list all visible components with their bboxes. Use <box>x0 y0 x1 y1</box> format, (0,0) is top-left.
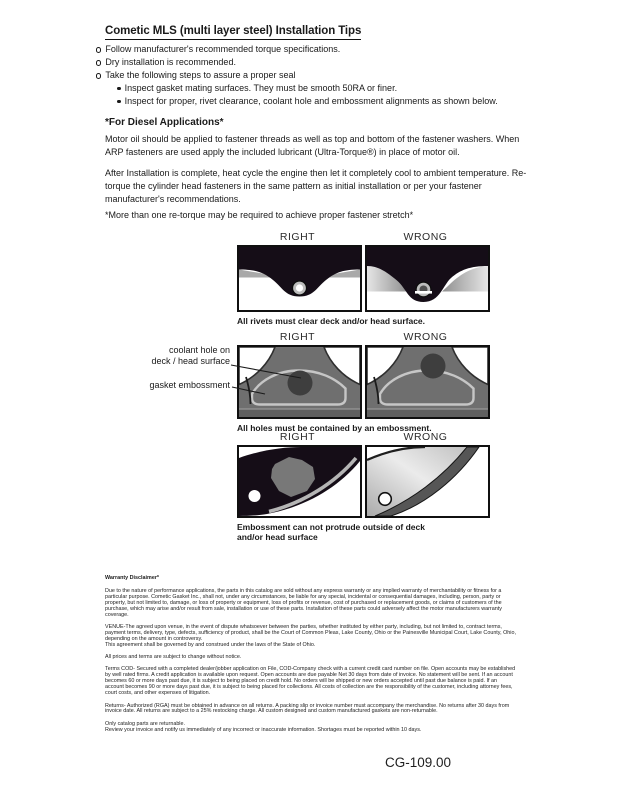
wrong-label: WRONG <box>403 231 448 243</box>
invoice-review-line: Review your invoice and notify us immediately of any incorrect or inaccurate information. Shortages must be reported within 10 days. <box>105 726 422 733</box>
gasket-embossment-label: gasket embossment <box>149 380 230 390</box>
coolant-label-line2: deck / head surface <box>151 355 230 366</box>
tip-text: Inspect for proper, rivet clearance, coolant hole and embossment alignments as shown below. <box>124 96 498 106</box>
terms-cod-paragraph: Terms COD- Secured with a completed dealer/jobber application on File, COD-Company check with a current credit card number on file. Open accounts may be established by well rated firms. A credit application is available upon request. Open accounts are due payable Net 30 days from date of invoice. No statement will be sent. If an account becomes 60 or more days past due, it is subject to being placed on credit hold. No orders will be shipped or new orders accepted until past due balance is paid. If an account becomes 90 or more days past due, it is subject to being placed for collections. All costs of collection are the responsibility of the customer, including attorney fees, court costs, and other expenses of litigation. <box>105 666 516 697</box>
protrusion-right-diagram <box>237 445 362 518</box>
tip-text: Dry installation is recommended. <box>105 57 236 67</box>
motor-oil-paragraph: Motor oil should be applied to fastener threads as well as top and bottom of the fastener washers. When ARP fasteners are used apply the included lubricant (Ultra-Torque®) in place of motor oil. <box>105 134 520 157</box>
circle-bullet-icon <box>96 47 101 52</box>
list-item <box>96 43 556 56</box>
document-code: CG-109.00 <box>385 755 452 770</box>
hole-wrong-diagram <box>365 345 490 419</box>
protrusion-wrong-diagram <box>365 445 490 518</box>
right-label: RIGHT <box>279 431 316 443</box>
prices-terms-line: All prices and terms are subject to change without notice. <box>105 654 242 661</box>
embossment-inside-deck-illustration <box>239 447 360 516</box>
venue-paragraph: VENUE-The agreed upon venue, in the event of dispute whatsoever between the parties, whether instituted by either party, including, but not limited to, contract terms, payment terms, delivery, type, defects, sufficiency of product, shall be the Court of Common Pleas, Lake County, Ohio or the Painesville Municipal Court, Lake County, Ohio, depending on the amount in controversy. <box>105 623 516 642</box>
diagram-pair-rivets <box>237 231 486 326</box>
wrong-label: WRONG <box>403 331 448 343</box>
diesel-applications-heading: *For Diesel Applications* <box>105 117 224 128</box>
list-item <box>117 82 556 95</box>
hole-caption: All holes must be contained by an embossment. <box>237 422 432 433</box>
right-label: RIGHT <box>279 231 316 243</box>
governing-law-line: This agreement shall be governed by and construed under the laws of the State of Ohio. <box>105 641 316 648</box>
list-item <box>96 56 556 69</box>
dot-bullet-icon <box>117 87 121 91</box>
hole-outside-embossment-illustration <box>367 347 488 417</box>
warranty-paragraph: Due to the nature of performance applications, the parts in this catalog are sold without any express warranty or any implied warranty of merchantability or fitness for a particular purpose. Cometic Gasket Inc., shall not, under any circumstances, be liable for any special, incidental or consequential damages, including, person, party or property, but not limited to, damage, or loss of property or equipment, loss of profits or revenue, cost of purchased or replacement goods, or claims of customers of the purchase, which may arise and/or result from sale, installation or use of these parts. Installation of these parts could adversely affect the motor manufacturers warranty coverage. <box>105 587 502 618</box>
pair-boxes <box>237 245 486 312</box>
diagram-pair-protrusion <box>237 431 486 543</box>
dot-bullet-icon <box>117 100 121 104</box>
returns-paragraph: Returns- Authorized (RGA) must be obtained in advance on all returns. A packing slip or invoice number must accompany the merchandise. No returns after 30 days from invoice date. All returns are subject to a 25% restocking charge. All custom designed and custom manufactured gaskets are non-returnable. <box>105 702 510 715</box>
protrusion-caption: Embossment can not protrude outside of deck and/or head surface <box>237 521 425 542</box>
installation-tips-list <box>96 43 556 108</box>
rivet-right-diagram <box>237 245 362 312</box>
catalog-parts-line: Only catalog parts are returnable. <box>105 720 186 727</box>
warranty-disclaimer <box>105 576 517 740</box>
pair-boxes <box>237 445 486 518</box>
coolant-label-line1: coolant hole on <box>168 345 230 355</box>
rivet-wrong-diagram <box>365 245 490 312</box>
wrong-label: WRONG <box>403 431 448 443</box>
rivet-clear-deck-illustration <box>239 247 360 310</box>
heat-cycle-paragraph: After Installation is complete, heat cycle the engine then let it completely cool to ambient temperature. Re-torque the cylinder head fasteners in the same pattern as initial installation or per your fastener manufacturer's recommendations. <box>105 168 527 204</box>
list-item <box>96 69 556 82</box>
rivet-caption: All rivets must clear deck and/or head surface. <box>237 315 426 326</box>
circle-bullet-icon <box>96 73 101 78</box>
tip-text: Follow manufacturer's recommended torque specifications. <box>105 44 341 54</box>
warranty-heading: Warranty Disclaimer* <box>105 575 160 581</box>
pair-labels <box>237 431 486 443</box>
rivet-touching-deck-illustration <box>367 247 488 310</box>
list-item <box>117 95 556 108</box>
label-leader-lines <box>105 342 320 412</box>
tip-text: Inspect gasket mating surfaces. They must be smooth 50RA or finer. <box>124 83 398 93</box>
retorque-note: *More than one re-torque may be required to achieve proper fastener stretch* <box>105 210 414 220</box>
pair-labels <box>237 231 486 243</box>
tip-text: Take the following steps to assure a proper seal <box>105 70 296 80</box>
circle-bullet-icon <box>96 60 101 65</box>
embossment-protruding-illustration <box>367 447 488 516</box>
page-title: Cometic MLS (multi layer steel) Installation Tips <box>105 25 361 40</box>
right-label: RIGHT <box>279 331 316 343</box>
